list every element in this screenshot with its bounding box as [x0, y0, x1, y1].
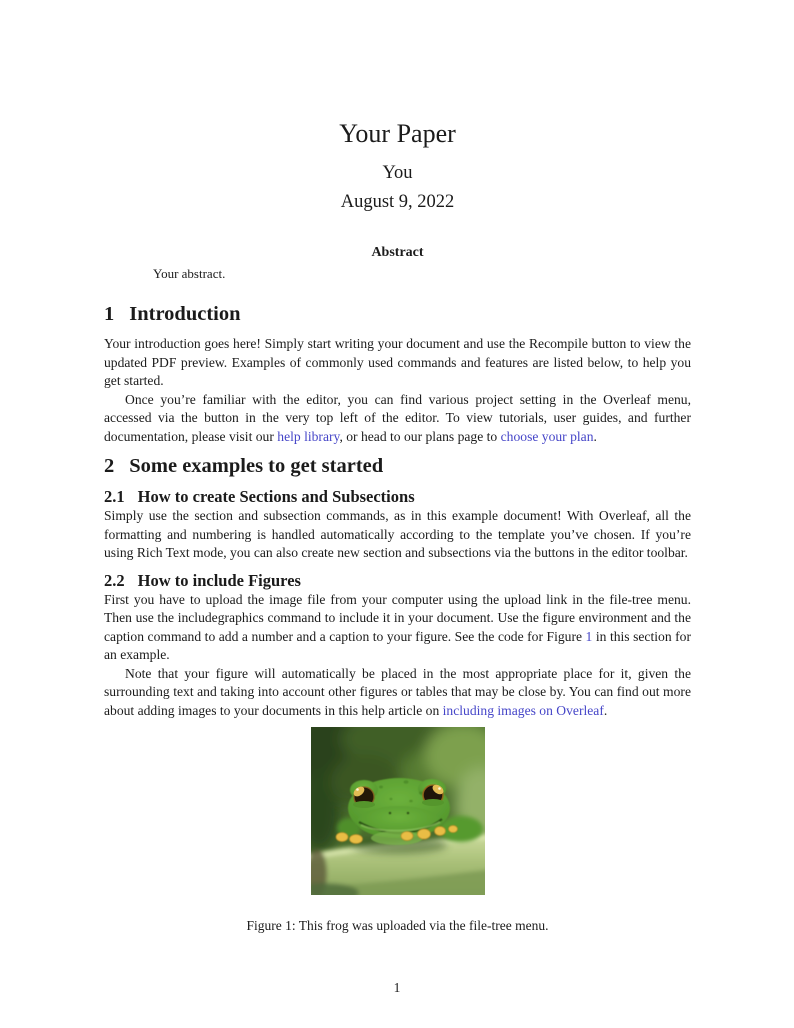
- paper-author: You: [382, 163, 413, 183]
- section-title: Introduction: [129, 303, 241, 325]
- figure-1-reference-link[interactable]: 1: [585, 628, 593, 644]
- paragraph-text: .: [603, 702, 608, 718]
- figures-paragraph-1: [104, 591, 691, 665]
- figures-paragraph-2: [104, 665, 691, 721]
- paragraph-text: Note that your figure will automatically be placed in the most appropriate place for it, given the surrounding text and taking into account other figures or tables that may be close by. You can find out more about adding images to your documents in this help article on: [104, 665, 691, 718]
- frog-photo: [311, 727, 485, 895]
- figure-caption: Figure 1: This frog was uploaded via the file-tree menu.: [246, 918, 549, 933]
- paragraph-text: Once you’re familiar with the editor, you can find various project setting in the Overleaf menu, accessed via the button in the very top left of the editor. To view tutorials, user guides, and further documentation, please visit our: [104, 391, 691, 444]
- subsection-heading-sections: [104, 487, 691, 507]
- page-number: 1: [393, 980, 401, 995]
- sections-paragraph: Simply use the section and subsection commands, as in this example document! With Overleaf, all the formatting and numbering is handled automatically according to the template you’ve chosen. If you’re using Rich Text mode, you can also create new section and subsections via the buttons in the editor toolbar.: [104, 508, 691, 560]
- intro-paragraph-2: [104, 391, 691, 447]
- paper-date: August 9, 2022: [340, 192, 455, 212]
- paper-title: Your Paper: [339, 119, 456, 148]
- choose-your-plan-link[interactable]: choose your plan: [500, 428, 594, 444]
- subsection-title: How to include Figures: [137, 570, 301, 590]
- abstract-heading: Abstract: [371, 245, 424, 260]
- paragraph-text: .: [593, 428, 597, 444]
- paragraph-text: First you have to upload the image file from your computer using the upload link in the file-tree menu. Then use the includegraphics command to include it in your document. Use the figure environment and the caption command to add a number and a caption to your figure. See the code for Figure: [104, 591, 691, 644]
- section-heading-introduction: [104, 302, 691, 326]
- paragraph-text: in this section for an example.: [104, 628, 691, 662]
- figure-1: [104, 727, 691, 934]
- subsection-heading-figures: [104, 571, 691, 591]
- section-heading-examples: [104, 454, 691, 478]
- including-images-link[interactable]: including images on Overleaf: [442, 702, 604, 718]
- paragraph-text: , or head to our plans page to: [339, 428, 501, 444]
- intro-paragraph-1: Your introduction goes here! Simply start writing your document and use the Recompile button to view the updated PDF preview. Examples of commonly used commands and features are listed below, to help you get started.: [104, 336, 691, 388]
- subsection-number: 2.2: [104, 570, 125, 590]
- subsection-title: How to create Sections and Subsections: [137, 487, 415, 506]
- section-title: Some examples to get started: [129, 455, 384, 477]
- help-library-link[interactable]: help library: [277, 428, 340, 444]
- abstract-text: Your abstract.: [153, 266, 226, 281]
- section-number: 2: [104, 455, 115, 477]
- section-number: 1: [104, 303, 115, 325]
- subsection-number: 2.1: [104, 487, 125, 506]
- text-block: [104, 0, 691, 934]
